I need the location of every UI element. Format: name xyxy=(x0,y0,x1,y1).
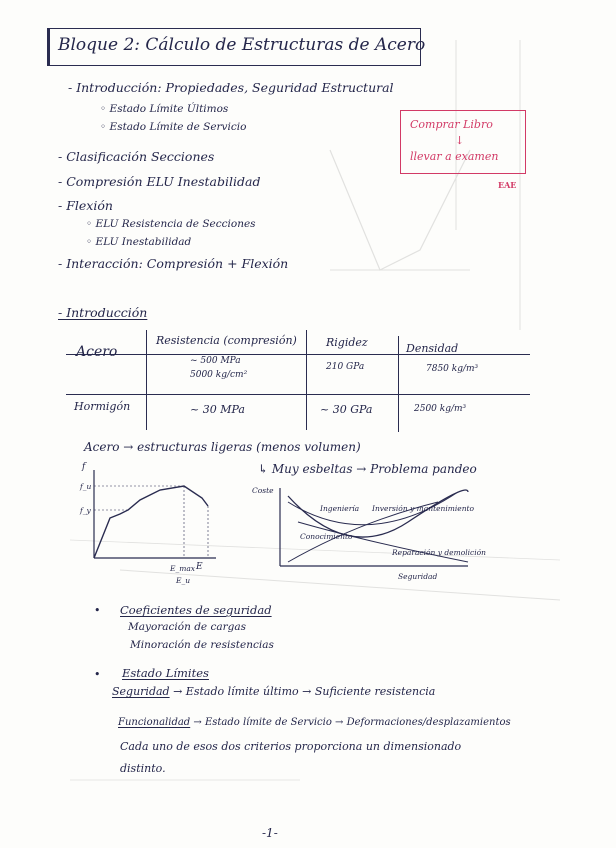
table-header: Resistencia (compresión) xyxy=(156,334,297,347)
table-cell-material: Acero xyxy=(76,344,118,360)
table-rule xyxy=(398,336,399,432)
table-cell-material: Hormigón xyxy=(74,400,131,413)
graph1-fu-label: f_u xyxy=(80,482,92,491)
table-rule xyxy=(66,354,530,355)
note-tag: EAE xyxy=(498,180,517,190)
graph2-curve-label: Conocimiento xyxy=(300,532,353,541)
coef-title: Coeficientes de seguridad xyxy=(120,603,272,617)
table-cell: ~ 500 MPa xyxy=(190,356,241,366)
outline-item: - Flexión xyxy=(58,198,113,213)
intro-line1: Acero → estructuras ligeras (menos volumen) xyxy=(84,440,361,454)
coef-item: Mayoración de cargas xyxy=(128,621,247,633)
cada-line2: distinto. xyxy=(120,762,166,775)
graph1-e-label: E xyxy=(196,562,203,572)
table-cell: 7850 kg/m³ xyxy=(426,364,479,374)
seguridad-label: Seguridad xyxy=(112,685,170,698)
table-cell: 5000 kg/cm² xyxy=(190,370,248,380)
outline-item: ◦ Estado Límite Últimos xyxy=(100,103,229,115)
cada-line1: Cada uno de esos dos criterios proporciona un dimensionado xyxy=(120,740,462,753)
seguridad-text: → Estado límite último → Suficiente resistencia xyxy=(173,685,436,698)
table-rule xyxy=(66,394,530,395)
note-arrow: ↓ xyxy=(455,134,465,147)
funcionalidad-label: Funcionalidad xyxy=(118,717,191,728)
table-cell: 210 GPa xyxy=(326,362,365,372)
funcionalidad-text: → Estado límite de Servicio → Deformaciones/desplazamientos xyxy=(193,717,511,728)
graph2-curve-label: Ingeniería xyxy=(320,504,360,513)
bullet-dot: • xyxy=(94,668,101,681)
table-cell: 2500 kg/m³ xyxy=(414,404,467,414)
note-line2: llevar a examen xyxy=(410,150,499,163)
graph1-fy-label: f_y xyxy=(80,506,91,515)
page-title: Bloque 2: Cálculo de Estructuras de Acero xyxy=(58,35,426,55)
table-cell: ~ 30 MPa xyxy=(190,403,245,416)
graph2-curve-label: Inversión y mantenimiento xyxy=(372,504,475,513)
outline-item: - Introducción: Propiedades, Seguridad Estructural xyxy=(68,80,394,95)
table-header: Rigidez xyxy=(326,336,368,349)
seguridad-line xyxy=(112,685,435,698)
graph1-eu-label: E_u xyxy=(176,576,191,585)
graph1-f-label: f xyxy=(82,462,86,472)
graph2-yaxis-label: Coste xyxy=(252,486,274,495)
intro-heading xyxy=(58,305,147,320)
estado-title: Estado Límites xyxy=(122,666,209,680)
outline-item: - Compresión ELU Inestabilidad xyxy=(58,174,261,189)
outline-item: ◦ ELU Resistencia de Secciones xyxy=(86,218,256,230)
table-rule xyxy=(146,330,147,430)
outline-item: ◦ ELU Inestabilidad xyxy=(86,236,192,248)
graph2-xaxis-label: Seguridad xyxy=(398,572,438,581)
intro-line2: ↳ Muy esbeltas → Problema pandeo xyxy=(258,462,477,476)
graph2-curve-label: Reparación y demolición xyxy=(392,548,486,557)
graph1-emax-label: E_max xyxy=(170,564,196,573)
coef-item: Minoración de resistencias xyxy=(130,639,274,651)
table-cell: ~ 30 GPa xyxy=(320,403,373,416)
table-header: Densidad xyxy=(406,342,459,355)
outline-item: - Clasificación Secciones xyxy=(58,149,215,164)
intro-heading-text: - Introducción xyxy=(58,305,148,320)
outline-item: - Interacción: Compresión + Flexión xyxy=(58,256,289,271)
funcionalidad-line xyxy=(118,717,511,728)
outline-item: ◦ Estado Límite de Servicio xyxy=(100,121,247,133)
bullet-dot: • xyxy=(94,604,101,617)
table-rule xyxy=(306,330,307,430)
page-number: -1- xyxy=(262,826,278,840)
note-line1: Comprar Libro xyxy=(410,118,493,131)
